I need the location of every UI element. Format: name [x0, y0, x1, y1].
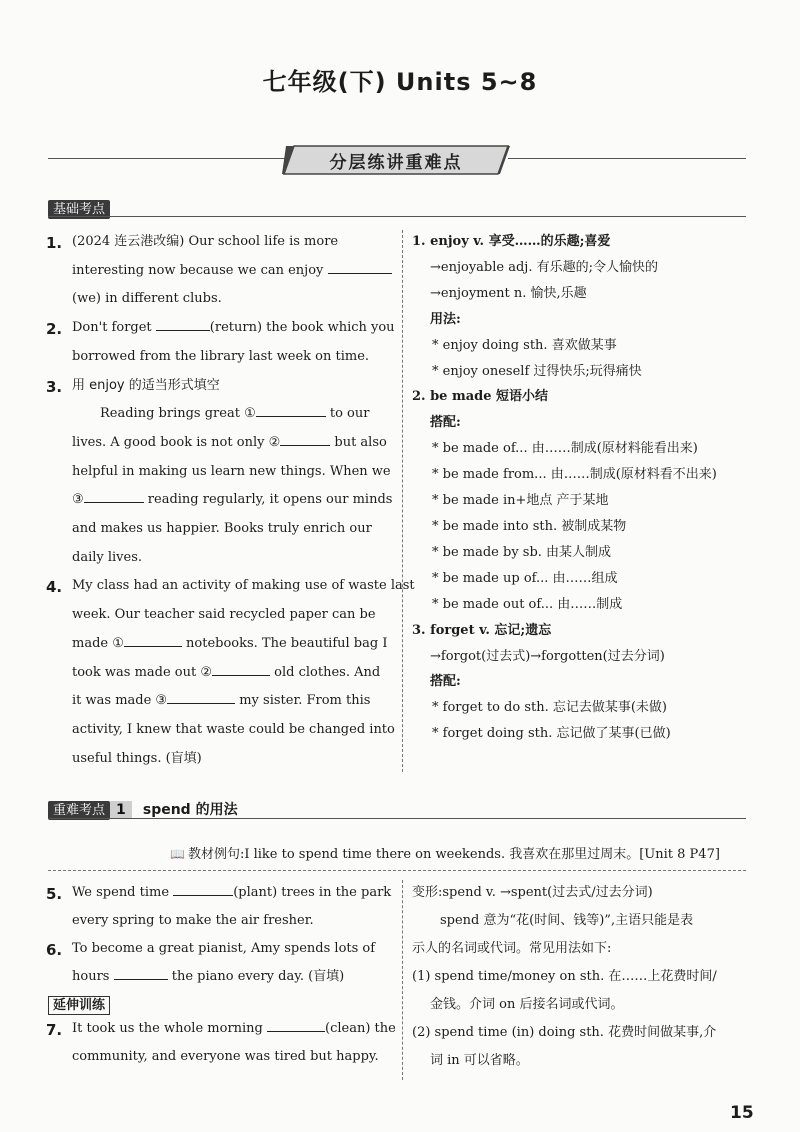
question-number: 6. — [46, 941, 63, 959]
note-line: spend 意为“花(时间、钱等)”,主语只能是表 — [440, 913, 694, 928]
q4-text: took was made out ② — [72, 664, 213, 680]
note-line: →enjoyment n. 愉快,乐趣 — [430, 285, 587, 301]
q6-text: the piano every day. (盲填) — [171, 969, 345, 984]
q3-text: reading regularly, it opens our minds — [147, 492, 393, 508]
q2-text-b: (return) the book which you — [209, 320, 395, 336]
section-title: spend 的用法 — [142, 802, 238, 818]
extension-label — [48, 994, 370, 1013]
q3-text: Reading brings great ① — [100, 406, 256, 422]
q6-line2 — [72, 963, 394, 991]
section-tag-number: 1 — [110, 801, 132, 819]
question-5 — [46, 879, 394, 935]
q1-line1: (2024 连云港改编) Our school life is more — [72, 234, 339, 249]
q3-line5 — [72, 486, 392, 515]
note-enjoy-heading: 1. enjoy v. 享受……的乐趣;喜爱 — [412, 234, 611, 249]
note-be-made-heading: 2. be made 短语小结 — [412, 389, 549, 405]
section-tag-basic — [48, 198, 110, 217]
q5-line2: every spring to make the air fresher. — [72, 913, 314, 928]
question-7 — [46, 1015, 396, 1071]
q4-line7: useful things. (盲填) — [72, 750, 202, 766]
question-6 — [46, 935, 394, 991]
answer-blank[interactable] — [256, 402, 326, 417]
banner-rule-left — [48, 158, 286, 159]
q4-text: my sister. From this — [239, 693, 371, 709]
answer-blank[interactable] — [167, 689, 235, 704]
note-line: * forget doing sth. 忘记做了某事(已做) — [432, 726, 671, 742]
note-line: (1) spend time/money on sth. 在……上花费时间/ — [412, 969, 717, 984]
note-line: * be made from... 由……制成(原材料看不出来) — [432, 467, 717, 483]
column-divider — [402, 880, 403, 1080]
question-number: 2. — [46, 320, 63, 339]
q7-text: (clean) the — [325, 1021, 396, 1036]
q3-line2 — [72, 400, 392, 429]
q3-instruction: 用 enjoy 的适当形式填空 — [72, 377, 220, 393]
question-number: 7. — [46, 1021, 63, 1039]
note-line: 示人的名词或代词。常见用法如下: — [412, 941, 612, 956]
book-icon: 📖 — [170, 847, 185, 861]
left-column — [46, 228, 415, 773]
question-4 — [46, 572, 415, 773]
q7-line2: community, and everyone was tired but happy. — [72, 1049, 379, 1064]
q4-text: notebooks. The beautiful bag I — [186, 635, 388, 651]
note-collocation-label: 搭配: — [430, 415, 461, 431]
q3-text: lives. A good book is not only ② — [72, 434, 281, 450]
q3-line3 — [72, 429, 392, 458]
right-notes-2 — [412, 879, 752, 1075]
note-line: 变形:spend v. →spent(过去式/过去分词) — [412, 885, 653, 900]
question-1 — [46, 228, 392, 314]
q3-text: to our — [329, 406, 370, 422]
note-usage-label: 用法: — [430, 311, 461, 327]
left-column-2 — [46, 879, 396, 1071]
question-number: 4. — [46, 578, 63, 597]
q5-text: (plant) trees in the park — [233, 885, 392, 900]
section-tag-label: 基础考点 — [48, 200, 110, 219]
q7-line1 — [72, 1015, 394, 1043]
q4-line4 — [72, 659, 392, 688]
q3-line4: helpful in making us learn new things. When we — [72, 463, 391, 479]
q2-text-a: Don't forget — [72, 320, 152, 336]
note-line: * be made up of... 由……组成 — [432, 570, 618, 586]
answer-blank[interactable] — [156, 316, 210, 331]
note-forget-heading: 3. forget v. 忘记;遗忘 — [412, 622, 552, 638]
note-line: * enjoy oneself 过得快乐;玩得痛快 — [432, 363, 642, 379]
q5-text: We spend time — [72, 885, 170, 900]
section-banner — [282, 144, 510, 176]
question-number: 5. — [46, 885, 63, 903]
answer-blank[interactable] — [124, 632, 182, 647]
note-line: * be made by sb. 由某人制成 — [432, 544, 612, 560]
answer-blank[interactable] — [84, 488, 144, 503]
textbook-example — [170, 843, 720, 862]
note-line: * be made of... 由……制成(原材料能看出来) — [432, 441, 698, 457]
q3-text: ③ — [72, 492, 84, 508]
answer-blank[interactable] — [328, 259, 392, 274]
note-line: * be made into sth. 被制成某物 — [432, 518, 627, 534]
question-number: 1. — [46, 234, 63, 252]
note-line: →enjoyable adj. 有乐趣的;令人愉快的 — [430, 259, 658, 275]
q4-line6: activity, I knew that waste could be changed into — [72, 721, 395, 737]
q4-line2: week. Our teacher said recycled paper can be — [72, 607, 376, 623]
section-tag-key — [48, 799, 238, 819]
q4-line5 — [72, 687, 392, 716]
answer-blank[interactable] — [280, 431, 330, 446]
note-collocation-label: 搭配: — [430, 674, 461, 690]
banner-rule-right — [508, 158, 746, 159]
right-notes — [412, 229, 752, 747]
note-line: * forget to do sth. 忘记去做某事(未做) — [432, 700, 667, 716]
question-3 — [46, 372, 393, 573]
example-text: 教材例句:I like to spend time there on weekends. 我喜欢在那里过周末。[Unit 8 P47] — [187, 847, 720, 862]
q4-text: it was made ③ — [72, 693, 168, 709]
answer-blank[interactable] — [114, 965, 168, 980]
question-number: 3. — [46, 377, 63, 396]
section-tag-label: 重难考点 — [48, 801, 110, 820]
column-divider — [402, 230, 403, 772]
q1-text: interesting now because we can enjoy — [72, 262, 324, 278]
q4-text: old clothes. And — [274, 664, 381, 680]
q3-text: but also — [334, 434, 387, 450]
q5-line1 — [72, 879, 394, 907]
note-line: * enjoy doing sth. 喜欢做某事 — [432, 337, 617, 353]
page-title: 七年级(下) Units 5~8 — [262, 68, 538, 96]
q6-line1: To become a great pianist, Amy spends lots of — [72, 941, 376, 956]
q4-line3 — [72, 630, 392, 659]
q4-line1: My class had an activity of making use of waste last — [72, 578, 415, 594]
section2-rule — [48, 818, 746, 819]
q7-text: It took us the whole morning — [72, 1021, 263, 1036]
q3-line7: daily lives. — [72, 549, 143, 565]
q1-line3: (we) in different clubs. — [72, 291, 222, 307]
q2-line1 — [72, 314, 395, 343]
answer-blank[interactable] — [267, 1017, 325, 1032]
q6-text: hours — [72, 969, 110, 984]
q2-line2: borrowed from the library last week on time. — [72, 348, 370, 364]
answer-blank[interactable] — [173, 881, 233, 896]
extension-label-text: 延伸训练 — [48, 996, 110, 1015]
example-divider — [48, 870, 746, 871]
note-line: * be made in+地点 产于某地 — [432, 493, 609, 509]
note-line: (2) spend time (in) doing sth. 花费时间做某事,介 — [412, 1025, 717, 1040]
note-line: 词 in 可以省略。 — [430, 1053, 529, 1068]
page-number: 15 — [730, 1103, 754, 1123]
note-line: * be made out of... 由……制成 — [432, 596, 623, 612]
banner-text: 分层练讲重难点 — [329, 153, 463, 173]
q4-text: made ① — [72, 635, 124, 651]
question-2 — [46, 314, 395, 371]
q1-line2 — [72, 257, 392, 286]
note-line: 金钱。介词 on 后接名词或代词。 — [430, 997, 624, 1012]
note-line: →forgot(过去式)→forgotten(过去分词) — [430, 648, 665, 664]
section1-rule — [48, 216, 746, 217]
answer-blank[interactable] — [212, 661, 270, 676]
q3-line6: and makes us happier. Books truly enrich our — [72, 521, 372, 537]
